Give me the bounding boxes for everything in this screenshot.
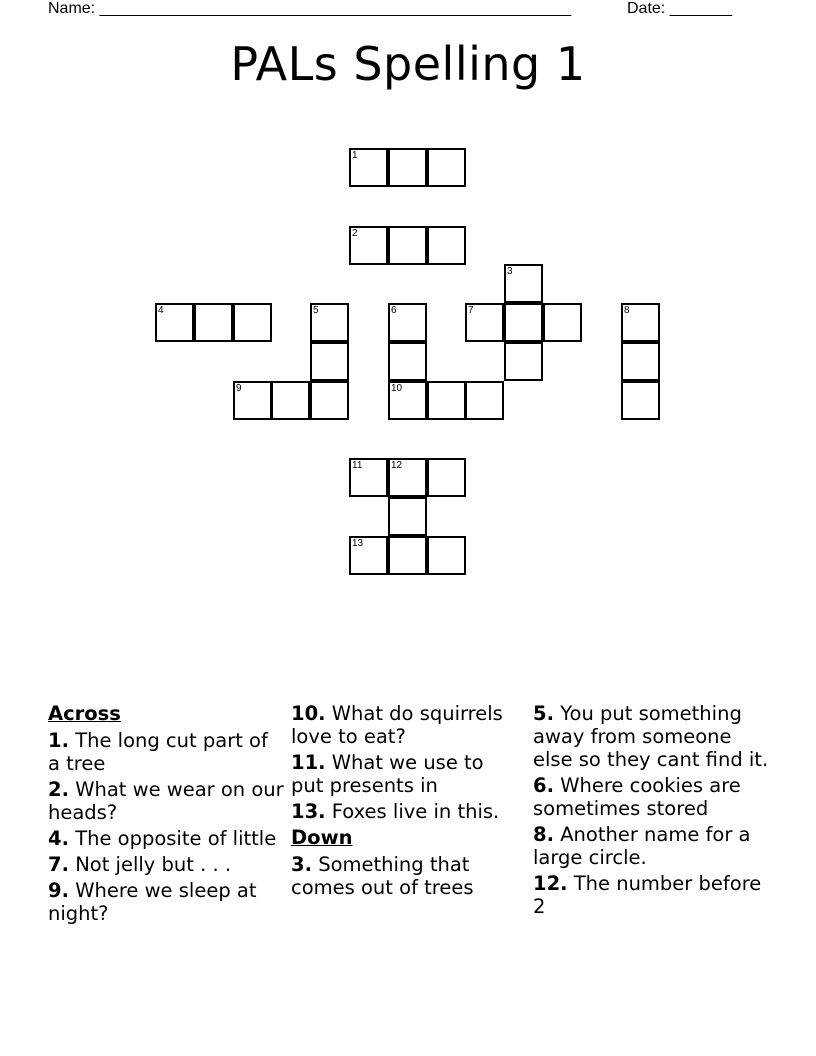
grid-cell[interactable] — [388, 381, 427, 420]
clue-number: 7. — [48, 853, 69, 876]
grid-cell[interactable] — [465, 381, 504, 420]
across-heading: Across — [48, 702, 121, 725]
clue-text: Where cookies are sometimes stored — [533, 774, 741, 820]
clue-number: 12. — [533, 872, 568, 895]
grid-cell[interactable] — [427, 536, 466, 575]
grid-cell[interactable] — [504, 264, 543, 303]
cell-number: 11 — [352, 460, 363, 471]
grid-cell[interactable] — [621, 342, 660, 381]
across-clue-4 — [48, 827, 284, 850]
cell-number: 5 — [313, 305, 319, 316]
grid-cell[interactable] — [543, 303, 582, 342]
across-clue-2 — [48, 778, 284, 824]
grid-cell[interactable] — [388, 303, 427, 342]
grid-cell[interactable] — [310, 303, 349, 342]
grid-cell[interactable] — [621, 381, 660, 420]
clue-text: Where we sleep at night? — [48, 879, 257, 925]
clue-text: What we use to put presents in — [291, 751, 484, 797]
clue-text: The long cut part of a tree — [48, 729, 268, 775]
clue-number: 1. — [48, 729, 69, 752]
date-field[interactable]: Date: _______ — [627, 0, 732, 17]
grid-cell[interactable] — [621, 303, 660, 342]
down-clue-8 — [533, 823, 773, 869]
down-clue-12 — [533, 872, 773, 918]
clue-text: What do squirrels love to eat? — [291, 702, 503, 748]
grid-cell[interactable] — [427, 458, 466, 497]
down-heading: Down — [291, 826, 353, 849]
clue-number: 9. — [48, 879, 69, 902]
grid-cell[interactable] — [233, 303, 272, 342]
cell-number: 8 — [624, 305, 630, 316]
grid-cell[interactable] — [427, 226, 466, 265]
cell-number: 4 — [158, 305, 164, 316]
name-field[interactable]: Name: _____________________________________________________ — [48, 0, 572, 17]
grid-cell[interactable] — [349, 458, 388, 497]
grid-cell[interactable] — [310, 381, 349, 420]
page-title: PALs Spelling 1 — [230, 37, 586, 91]
across-clue-10 — [291, 702, 521, 748]
grid-cell[interactable] — [504, 342, 543, 381]
across-clue-1 — [48, 729, 284, 775]
clue-number: 6. — [533, 774, 554, 797]
clue-column-3 — [533, 702, 773, 921]
grid-cell[interactable] — [349, 226, 388, 265]
cell-number: 12 — [391, 460, 403, 471]
clue-text: The number before 2 — [533, 872, 762, 918]
down-clue-3 — [291, 853, 521, 899]
down-clue-5 — [533, 702, 773, 771]
cell-number: 3 — [507, 266, 513, 277]
grid-cell[interactable] — [310, 342, 349, 381]
clue-number: 3. — [291, 853, 312, 876]
clue-number: 8. — [533, 823, 554, 846]
cell-number: 7 — [468, 305, 474, 316]
clue-text: The opposite of little — [75, 827, 277, 850]
grid-cell[interactable] — [155, 303, 194, 342]
clue-text: Another name for a large circle. — [533, 823, 751, 869]
grid-cell[interactable] — [427, 148, 466, 187]
clue-number: 5. — [533, 702, 554, 725]
clue-text: Not jelly but . . . — [75, 853, 232, 876]
grid-cell[interactable] — [388, 497, 427, 536]
clue-number: 2. — [48, 778, 69, 801]
grid-cell[interactable] — [388, 342, 427, 381]
grid-cell[interactable] — [465, 303, 504, 342]
grid-cell[interactable] — [504, 303, 543, 342]
cell-number: 13 — [352, 538, 364, 549]
clue-text: What we wear on our heads? — [48, 778, 284, 824]
cell-number: 9 — [236, 383, 242, 394]
across-clue-13 — [291, 800, 521, 823]
clue-text: Foxes live in this. — [331, 800, 500, 823]
grid-cell[interactable] — [388, 148, 427, 187]
grid-cell[interactable] — [233, 381, 272, 420]
clue-column-1 — [48, 702, 284, 928]
clue-number: 11. — [291, 751, 326, 774]
cell-number: 10 — [391, 383, 403, 394]
grid-cell[interactable] — [388, 226, 427, 265]
grid-cell[interactable] — [349, 148, 388, 187]
clue-number: 13. — [291, 800, 326, 823]
down-clue-6 — [533, 774, 773, 820]
across-clue-7 — [48, 853, 284, 876]
cell-number: 2 — [352, 228, 358, 239]
grid-cell[interactable] — [388, 536, 427, 575]
clue-number: 4. — [48, 827, 69, 850]
across-clue-11 — [291, 751, 521, 797]
grid-cell[interactable] — [388, 458, 427, 497]
clue-text: You put something away from someone else so they cant find it. — [533, 702, 769, 771]
grid-cell[interactable] — [194, 303, 233, 342]
clue-number: 10. — [291, 702, 326, 725]
clue-column-2 — [291, 702, 521, 902]
across-clue-9 — [48, 879, 284, 925]
cell-number: 1 — [352, 150, 358, 161]
grid-cell[interactable] — [427, 381, 466, 420]
grid-cell[interactable] — [349, 536, 388, 575]
grid-cell[interactable] — [271, 381, 310, 420]
cell-number: 6 — [391, 305, 397, 316]
clue-text: Something that comes out of trees — [291, 853, 474, 899]
